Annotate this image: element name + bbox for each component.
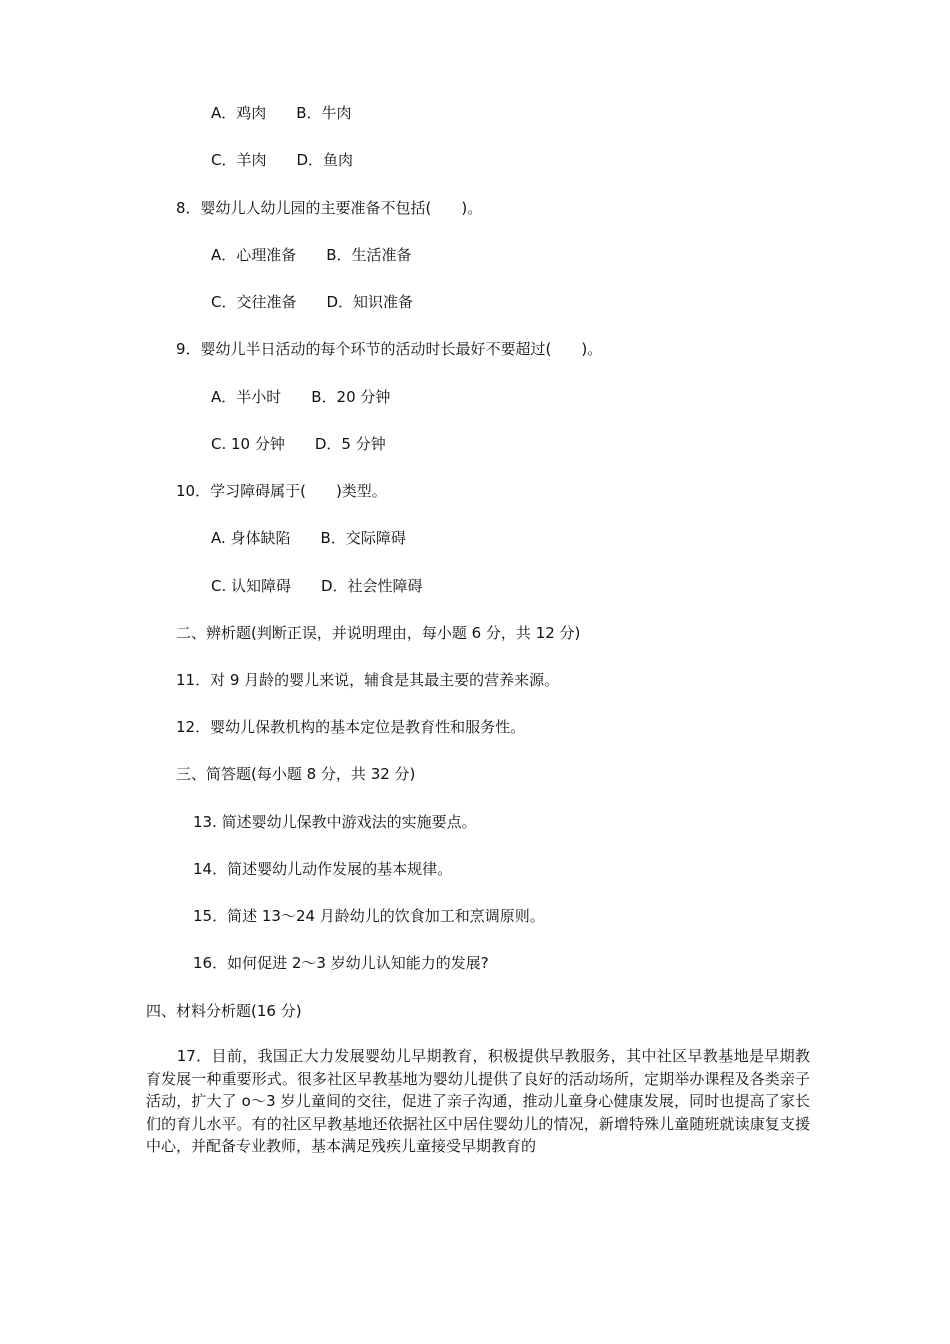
section3-heading: 三、简答题(每小题 8 分，共 32 分) <box>176 765 416 783</box>
question-14: 14．简述婴幼儿动作发展的基本规律。 <box>193 860 453 878</box>
q7-option-line-2: C．羊肉 D．鱼肉 <box>211 151 354 169</box>
q9-option-line-2: C. 10 分钟 D．5 分钟 <box>211 435 386 453</box>
q10-option-line-1: A. 身体缺陷 B．交际障碍 <box>211 529 406 547</box>
question-11: 11．对 9 月龄的婴儿来说，辅食是其最主要的营养来源。 <box>176 671 560 689</box>
question-17-paragraph: 17．目前，我国正大力发展婴幼儿早期教育，积极提供早教服务，其中社区早教基地是早期教育发展一种重要形式。很多社区早教基地为婴幼儿提供了良好的活动场所，定期举办课程及各类亲子活动，扩大了 o～3 岁儿童间的交往，促进了亲子沟通，推动儿童身心健康发展，同时也提高了家长们的育儿水平。有的社区早教基地还依据社区中居住婴幼儿的情况，新增特殊儿童随班就读康复支援中心，并配备专业教师，基本满足残疾儿童接受早期教育的 <box>146 1047 810 1156</box>
q9-option-line-1: A．半小时 B．20 分钟 <box>211 388 391 406</box>
q10-stem: 10．学习障碍属于( )类型。 <box>176 482 387 500</box>
q8-option-line-1: A．心理准备 B．生活准备 <box>211 246 412 264</box>
section2-heading: 二、辨析题(判断正误，并说明理由，每小题 6 分，共 12 分) <box>176 624 581 642</box>
question-15: 15．简述 13～24 月龄幼儿的饮食加工和烹调原则。 <box>193 907 545 925</box>
q9-stem: 9．婴幼儿半日活动的每个环节的活动时长最好不要超过( )。 <box>176 340 603 358</box>
question-12: 12．婴幼儿保教机构的基本定位是教育性和服务性。 <box>176 718 526 736</box>
section4-heading: 四、材料分析题(16 分) <box>146 1002 302 1020</box>
q8-stem: 8．婴幼儿人幼儿园的主要准备不包括( )。 <box>176 199 483 217</box>
question-16: 16．如何促进 2～3 岁幼儿认知能力的发展? <box>193 954 489 972</box>
q8-option-line-2: C．交往准备 D．知识准备 <box>211 293 414 311</box>
q7-option-line-1: A．鸡肉 B．牛肉 <box>211 104 352 122</box>
question-13: 13. 简述婴幼儿保教中游戏法的实施要点。 <box>193 813 477 831</box>
q10-option-line-2: C. 认知障碍 D．社会性障碍 <box>211 577 423 595</box>
